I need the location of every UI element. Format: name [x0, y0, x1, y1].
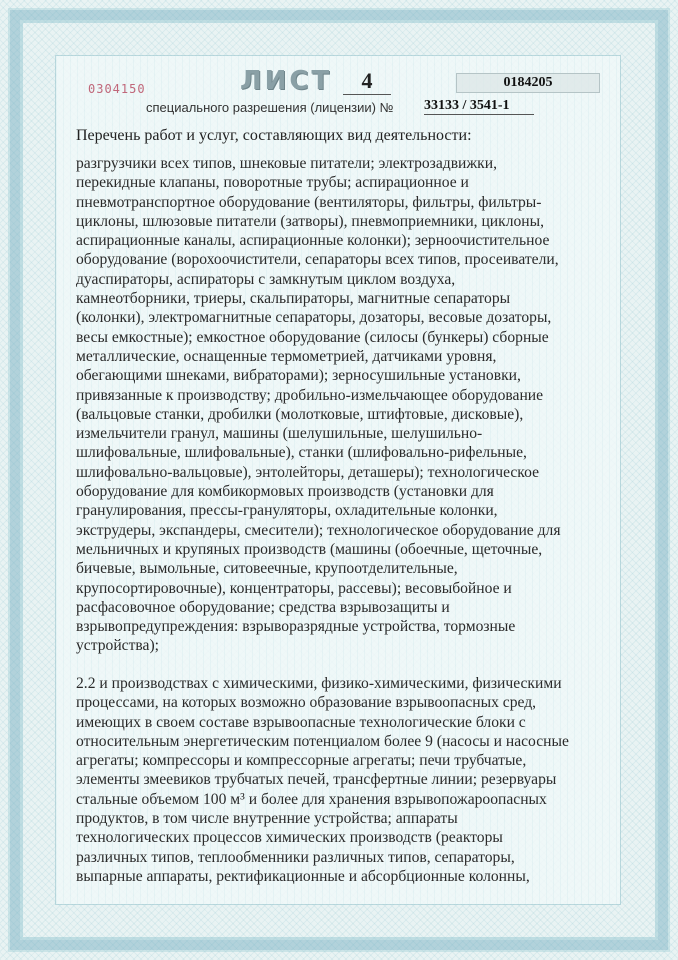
text-line: оборудование для комбикормовых производств (установки для	[76, 483, 494, 501]
text-line: весы емкостные); емкостное оборудование (силосы (бункеры) сборные	[76, 328, 549, 346]
text-line: (колонки), электромагнитные сепараторы, дозаторы, весовые дозаторы,	[76, 309, 552, 327]
text-line: шлифовально-вальцовые), энтолейторы, деташеры); технологическое	[76, 463, 539, 481]
text-line: крупосортировочные), концентраторы, рассевы); весовыбойное и	[76, 579, 512, 597]
text-line: агрегаты; компрессоры и компрессорные агрегаты; печи трубчатые,	[76, 752, 527, 770]
text-line: камнеотборники, триеры, скальпираторы, магнитные сепараторы	[76, 290, 511, 308]
sheet-number: 4	[343, 68, 391, 95]
text-line: выпарные аппараты, ректификационные и абсорбционные колонны,	[76, 867, 530, 885]
text-line: технологических процессов химических производств (реакторы	[76, 829, 503, 847]
text-line: стальные объемом 100 м³ и более для хранения взрывопожароопасных	[76, 790, 547, 808]
text-line: дуаспираторы, аспираторы с замкнутым циклом воздуха,	[76, 270, 456, 288]
text-line: перекидные клапаны, поворотные трубы; аспирационное и	[76, 174, 469, 192]
text-line: процессами, на которых возможно образование взрывоопасных сред,	[76, 694, 537, 712]
text-line: относительным энергетическим потенциалом более 9 (насосы и насосные	[76, 732, 569, 750]
license-number: 33133 / 3541-1	[424, 98, 534, 115]
text-line: взрывопредупреждения: взрыворазрядные устройства, тормозные	[76, 618, 516, 636]
text-line: разгрузчики всех типов, шнековые питатели; электрозадвижки,	[76, 155, 497, 172]
license-label: специального разрешения (лицензии) №	[146, 100, 394, 115]
text-line: гранулирования, прессы-грануляторы, охладительные колонки,	[76, 502, 498, 520]
sheet-title: ЛИСТ	[240, 66, 333, 96]
form-number-box: 0184205	[456, 73, 600, 93]
text-line: циклоны, шлюзовые питатели (затворы), пневмоприемники, циклоны,	[76, 212, 545, 230]
text-line: устройства);	[76, 637, 160, 655]
text-line: различных типов, теплообменники различных типов, сепараторы,	[76, 848, 515, 866]
text-line: аспирационные каналы, аспирационные колонки); зерноочистительное	[76, 232, 550, 250]
text-line: привязанные к производству; дробильно-измельчающее оборудование	[76, 386, 544, 404]
text-line: шлифовальные, шлифовальные), станки (шлифовально-рифельные,	[76, 444, 527, 462]
text-line: (вальцовые станки, дробилки (молотковые, штифтовые, дисковые),	[76, 405, 524, 423]
text-line: мельничных и крупяных производств (машины (обоечные, щеточные,	[76, 540, 543, 558]
paragraph-2-2	[76, 674, 616, 886]
text-line: измельчители гранул, машины (шелушильные, шелушильно-	[76, 425, 483, 443]
text-line: экструдеры, экспандеры, смесители); технологическое оборудование для	[76, 521, 561, 539]
text-line: элементы змеевиков трубчатых печей, трансфертные линии; резервуары	[76, 771, 557, 789]
text-line: пневмотранспортное оборудование (вентиляторы, фильтры, фильтры-	[76, 193, 542, 211]
work-list-heading: Перечень работ и услуг, составляющих вид деятельности:	[76, 127, 472, 144]
text-line: расфасовочное оборудование; средства взрывозащиты и	[76, 598, 450, 616]
text-line: обегающими шнеками, вибраторами); зерносушильные установки,	[76, 367, 521, 385]
text-line: 2.2 и производствах с химическими, физико-химическими, физическими	[76, 675, 562, 692]
text-line: оборудование (ворохоочистители, сепараторы всех типов, просеиватели,	[76, 251, 559, 269]
text-line: продуктов, в том числе внутренние устройства; аппараты	[76, 810, 458, 828]
text-line: металлические, оснащенные термометрией, датчиками уровня,	[76, 347, 497, 365]
text-line: бичевые, вымольные, ситовеечные, крупоотделительные,	[76, 560, 458, 578]
paragraph-equipment-list	[76, 154, 616, 656]
serial-number: 0304150	[88, 82, 146, 96]
text-line: имеющих в своем составе взрывоопасные технологические блоки с	[76, 713, 526, 731]
